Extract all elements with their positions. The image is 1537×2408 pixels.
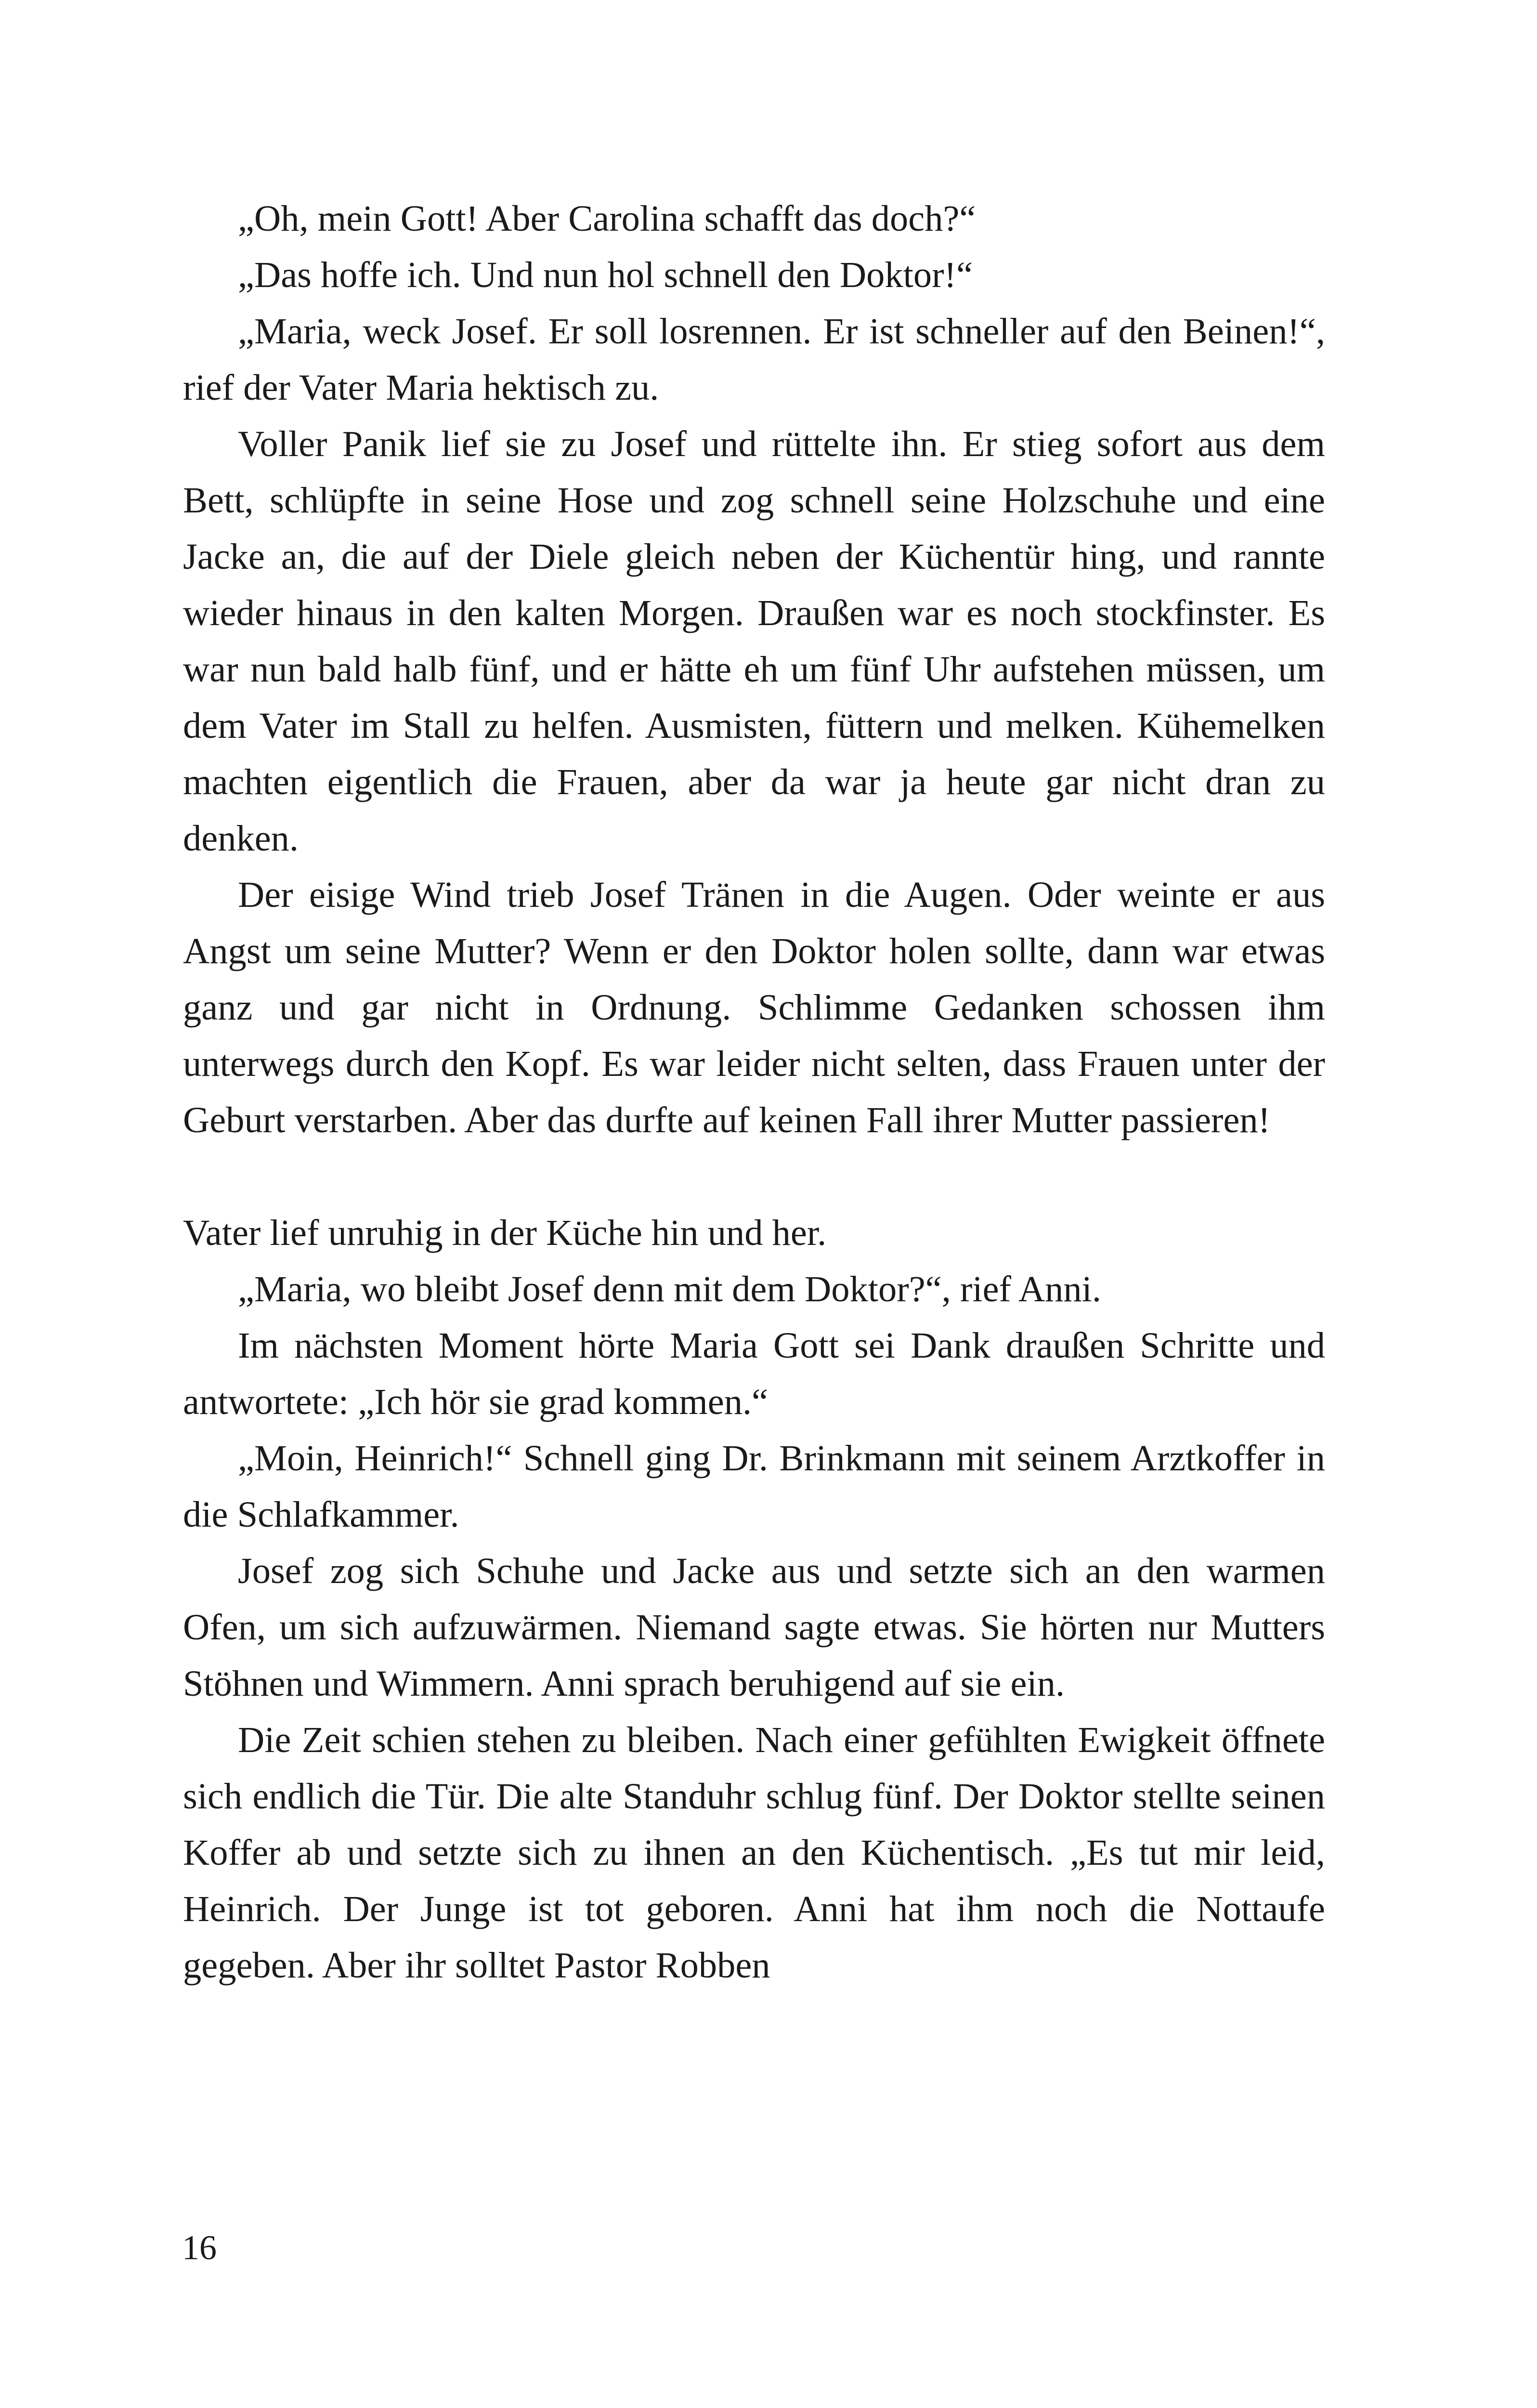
page-number: 16 xyxy=(182,2228,217,2267)
paragraph: „Moin, Heinrich!“ Schnell ging Dr. Brinkmann mit seinem Arztkoffer in die Schlafkammer. xyxy=(183,1438,1325,1535)
body-text xyxy=(183,190,1325,1993)
paragraph: Voller Panik lief sie zu Josef und rüttelte ihn. Er stieg sofort aus dem Bett, schlüpfte in seine Hose und zog schnell seine Holzschuhe und eine Jacke an, die auf der Diele gleich neben der Küchentür hing, und rannte wieder hinaus in den kalten Morgen. Draußen war es noch stockfinster. Es war nun bald halb fünf, und er hätte eh um fünf Uhr aufstehen müssen, um dem Vater im Stall zu helfen. Ausmisten, füttern und melken. Kühemelken machten eigentlich die Frauen, aber da war ja heute gar nicht dran zu denken. xyxy=(183,423,1325,859)
paragraph: Der eisige Wind trieb Josef Tränen in die Augen. Oder weinte er aus Angst um seine Mutter? Wenn er den Doktor holen sollte, dann war etwas ganz und gar nicht in Ordnung. Schlimme Gedanken schossen ihm unterwegs durch den Kopf. Es war leider nicht selten, dass Frauen unter der Geburt verstarben. Aber das durfte auf keinen Fall ihrer Mutter passieren! xyxy=(183,874,1325,1140)
paragraph: Die Zeit schien stehen zu bleiben. Nach einer gefühlten Ewigkeit öffnete sich endlich die Tür. Die alte Standuhr schlug fünf. Der Doktor stellte seinen Koffer ab und setzte sich zu ihnen an den Küchentisch. „Es tut mir leid, Heinrich. Der Junge ist tot geboren. Anni hat ihm noch die Nottaufe gegeben. Aber ihr solltet Pastor Robben xyxy=(183,1719,1325,1986)
paragraph: „Oh, mein Gott! Aber Carolina schafft das doch?“ xyxy=(238,198,976,239)
paragraph: „Das hoffe ich. Und nun hol schnell den Doktor!“ xyxy=(238,254,973,295)
paragraph: Im nächsten Moment hörte Maria Gott sei Dank draußen Schritte und antwortete: „Ich hör sie grad kommen.“ xyxy=(183,1325,1325,1422)
paragraph: „Maria, wo bleibt Josef denn mit dem Doktor?“, rief Anni. xyxy=(238,1269,1102,1309)
paragraph: Josef zog sich Schuhe und Jacke aus und setzte sich an den warmen Ofen, um sich aufzuwärmen. Niemand sagte etwas. Sie hörten nur Mutters Stöhnen und Wimmern. Anni sprach beruhigend auf sie ein. xyxy=(183,1550,1325,1704)
paragraph: „Maria, weck Josef. Er soll losrennen. Er ist schneller auf den Beinen!“, rief der Vater Maria hektisch zu. xyxy=(183,311,1325,408)
section-break xyxy=(183,1148,1325,1204)
paragraph: Vater lief unruhig in der Küche hin und her. xyxy=(183,1212,827,1253)
